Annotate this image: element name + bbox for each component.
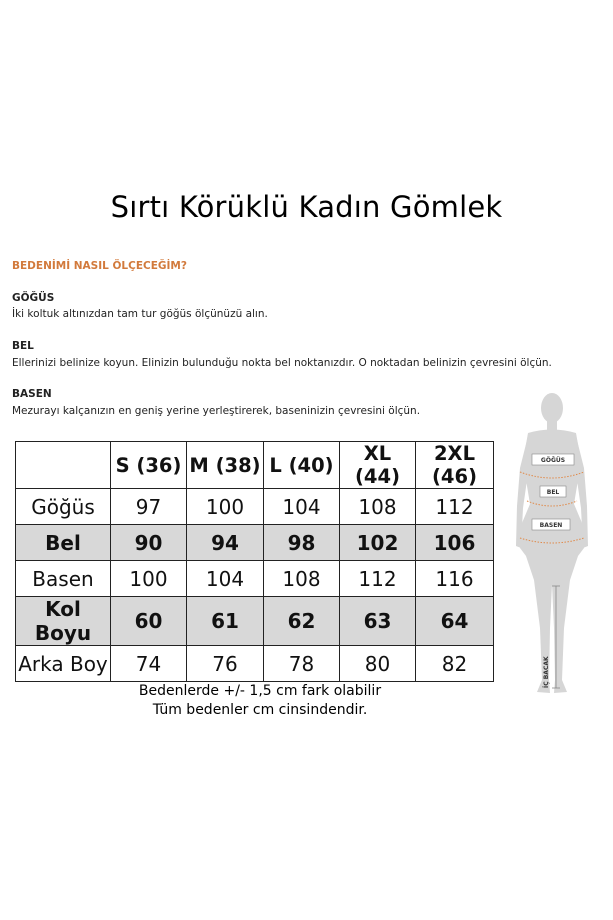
table-row-back-length xyxy=(16,646,494,682)
tolerance-note: Bedenlerde +/- 1,5 cm fark olabilir xyxy=(138,683,382,699)
table-cell: 80 xyxy=(340,646,416,682)
inseam-label: İÇ BACAK xyxy=(543,656,550,688)
table-row-sleeve-length xyxy=(16,597,494,646)
table-cell: 62 xyxy=(264,597,340,646)
table-row-waist xyxy=(16,525,494,561)
page-title: Sırtı Körüklü Kadın Gömlek xyxy=(110,190,503,224)
row-label: Basen xyxy=(16,561,111,597)
hip-heading: BASEN xyxy=(12,388,52,400)
table-cell: 104 xyxy=(264,489,340,525)
hip-label: BASEN xyxy=(539,522,563,529)
table-cell: 60 xyxy=(111,597,187,646)
table-cell: 82 xyxy=(416,646,494,682)
table-cell: 94 xyxy=(187,525,264,561)
chest-label: GÖĞÜS xyxy=(540,457,566,464)
unit-note: Tüm bedenler cm cinsindendir. xyxy=(152,702,368,718)
chest-heading: GÖĞÜS xyxy=(12,292,55,304)
row-label: Arka Boy xyxy=(16,646,111,682)
table-cell: 78 xyxy=(264,646,340,682)
table-cell: 108 xyxy=(264,561,340,597)
header-size-s: S (36) xyxy=(111,442,187,489)
waist-description: Ellerinizi belinize koyun. Elinizin bulunduğu nokta bel noktanızdır. O noktadan belinizin çevresini ölçün. xyxy=(12,357,552,369)
table-cell: 90 xyxy=(111,525,187,561)
table-cell: 112 xyxy=(340,561,416,597)
waist-label: BEL xyxy=(546,489,560,496)
silhouette-shape xyxy=(516,393,588,693)
header-size-l: L (40) xyxy=(264,442,340,489)
table-cell: 64 xyxy=(416,597,494,646)
table-cell: 97 xyxy=(111,489,187,525)
table-cell: 106 xyxy=(416,525,494,561)
table-cell: 63 xyxy=(340,597,416,646)
header-corner-cell xyxy=(16,442,111,489)
row-label: Göğüs xyxy=(16,489,111,525)
table-cell: 108 xyxy=(340,489,416,525)
table-row-chest xyxy=(16,489,494,525)
header-size-xl: XL (44) xyxy=(340,442,416,489)
table-row-hip xyxy=(16,561,494,597)
table-cell: 102 xyxy=(340,525,416,561)
table-cell: 112 xyxy=(416,489,494,525)
table-cell: 104 xyxy=(187,561,264,597)
header-size-2xl: 2XL (46) xyxy=(416,442,494,489)
table-cell: 76 xyxy=(187,646,264,682)
table-cell: 98 xyxy=(264,525,340,561)
how-to-measure-heading: BEDENİMİ NASIL ÖLÇECEĞİM? xyxy=(12,260,187,272)
header-size-m: M (38) xyxy=(187,442,264,489)
table-cell: 74 xyxy=(111,646,187,682)
table-cell: 100 xyxy=(111,561,187,597)
chest-description: İki koltuk altınızdan tam tur göğüs ölçünüzü alın. xyxy=(12,308,268,320)
row-label: Kol Boyu xyxy=(16,597,111,646)
table-cell: 100 xyxy=(187,489,264,525)
size-table xyxy=(15,441,494,682)
waist-heading: BEL xyxy=(12,340,34,352)
body-silhouette-figure xyxy=(512,388,602,708)
table-cell: 116 xyxy=(416,561,494,597)
size-header-row xyxy=(16,442,494,489)
table-cell: 61 xyxy=(187,597,264,646)
row-label: Bel xyxy=(16,525,111,561)
hip-description: Mezurayı kalçanızın en geniş yerine yerleştirerek, baseninizin çevresini ölçün. xyxy=(12,405,421,417)
